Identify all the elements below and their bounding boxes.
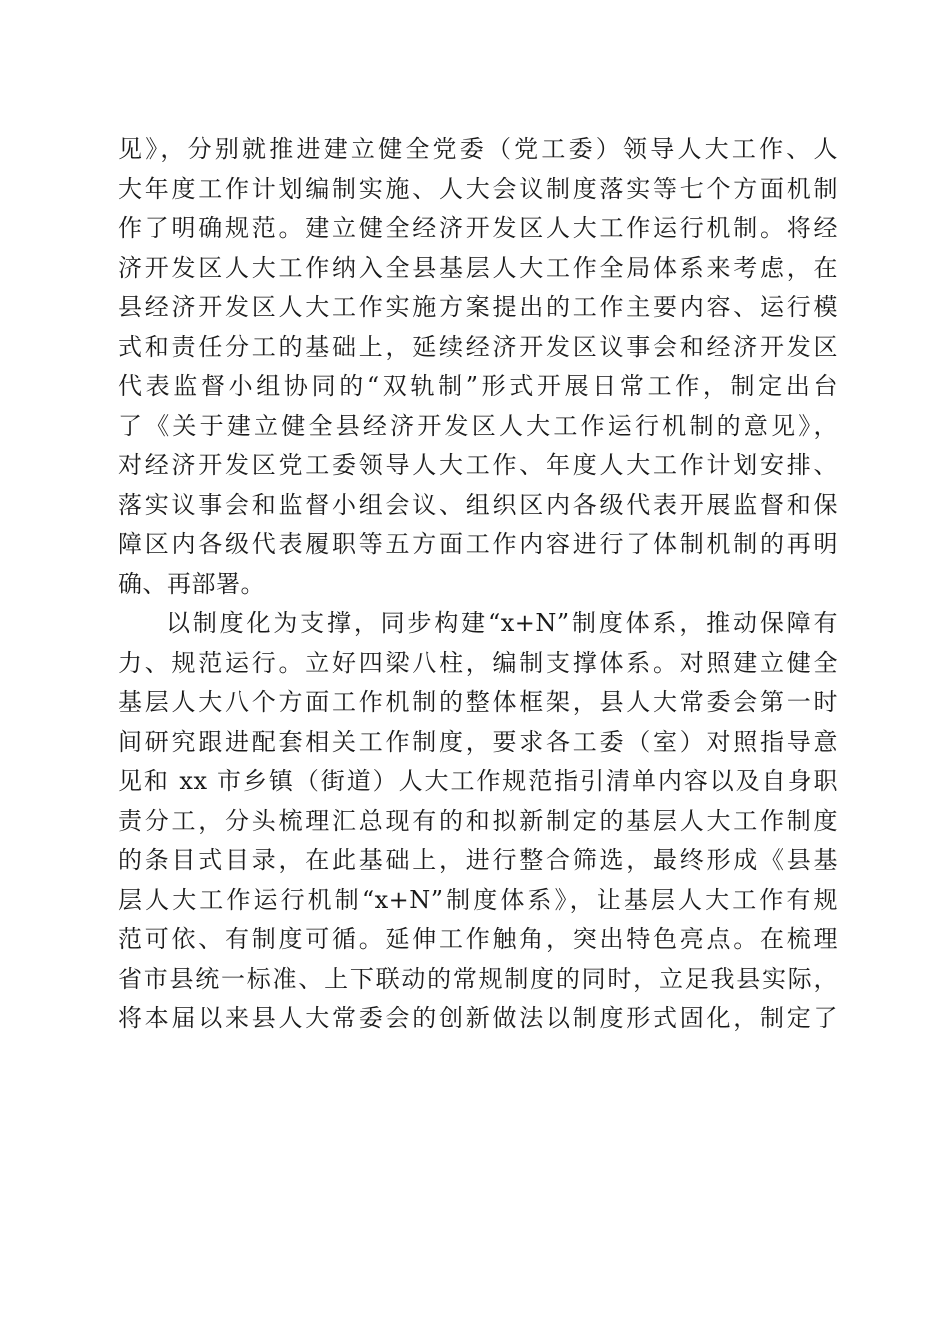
text-line: 障区内各级代表履职等五方面工作内容进行了体制机制的再明 (118, 530, 838, 558)
text-line: 责分工，分头梳理汇总现有的和拟新制定的基层人大工作制度 (118, 806, 838, 835)
text-line: 县经济开发区人大工作实施方案提出的工作主要内容、运行模 (118, 293, 838, 321)
text-line: 层人大工作运行机制“x+N”制度体系》，让基层人大工作有规 (118, 885, 838, 914)
text-line: 省市县统一标准、上下联动的常规制度的同时，立足我县实际， (118, 964, 838, 993)
paragraph-1 (118, 130, 838, 604)
text-line: 见和 xx 市乡镇（街道）人大工作规范指引清单内容以及自身职 (118, 767, 838, 795)
text-line: 力、规范运行。立好四梁八柱，编制支撑体系。对照建立健全 (118, 648, 838, 677)
paragraph-2 (118, 604, 838, 1039)
text-line: 落实议事会和监督小组会议、组织区内各级代表开展监督和保 (118, 490, 838, 519)
document-body (118, 130, 838, 1039)
text-line: 确、再部署。 (118, 569, 265, 598)
text-line: 的条目式目录，在此基础上，进行整合筛选，最终形成《县基 (118, 846, 838, 874)
text-line: 济开发区人大工作纳入全县基层人大工作全局体系来考虑，在 (118, 253, 838, 282)
text-line: 了《关于建立健全县经济开发区人大工作运行机制的意见》， (118, 411, 838, 440)
text-line: 大年度工作计划编制实施、人大会议制度落实等七个方面机制 (118, 174, 838, 203)
text-line: 对经济开发区党工委领导人大工作、年度人大工作计划安排、 (118, 451, 838, 479)
text-line: 式和责任分工的基础上，延续经济开发区议事会和经济开发区 (118, 332, 838, 361)
text-line: 以制度化为支撑，同步构建“x+N”制度体系，推动保障有 (166, 609, 838, 637)
text-line: 范可依、有制度可循。延伸工作触角，突出特色亮点。在梳理 (118, 925, 838, 953)
text-line: 间研究跟进配套相关工作制度，要求各工委（室）对照指导意 (118, 727, 838, 756)
text-line: 见》，分别就推进建立健全党委（党工委）领导人大工作、人 (118, 135, 838, 163)
text-line: 基层人大八个方面工作机制的整体框架，县人大常委会第一时 (118, 688, 838, 716)
text-line: 将本届以来县人大常委会的创新做法以制度形式固化，制定了 (118, 1004, 838, 1032)
text-line: 代表监督小组协同的“双轨制”形式开展日常工作，制定出台 (118, 372, 838, 400)
text-line: 作了明确规范。建立健全经济开发区人大工作运行机制。将经 (118, 214, 838, 242)
